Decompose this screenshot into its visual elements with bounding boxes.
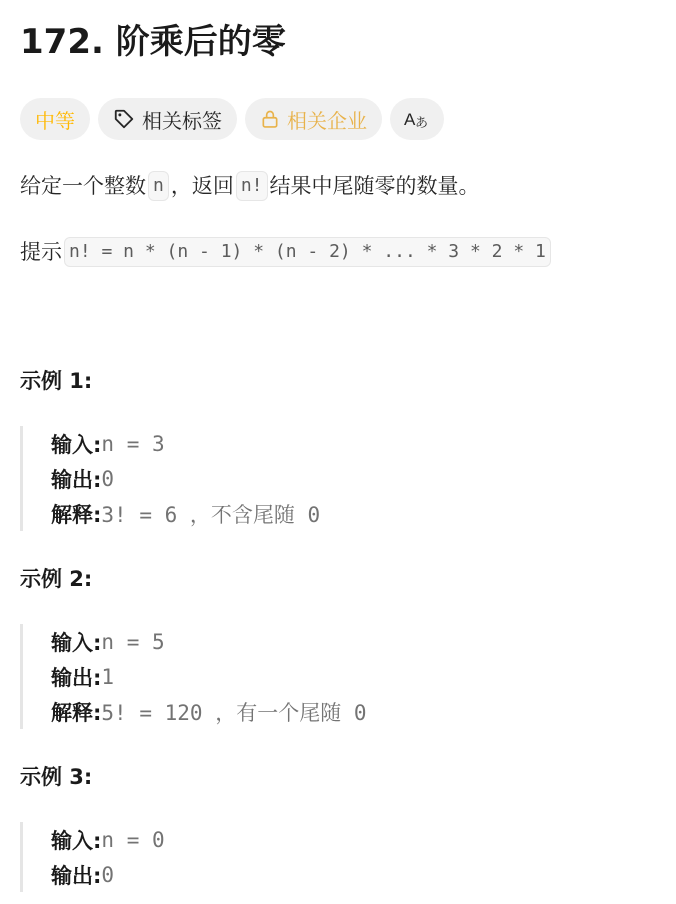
output-label: 输出: bbox=[51, 863, 102, 888]
input-label: 输入: bbox=[51, 630, 102, 655]
related-topics-button[interactable] bbox=[98, 98, 237, 140]
description-suffix: 结果中尾随零的数量。 bbox=[269, 174, 480, 198]
input-label: 输入: bbox=[51, 432, 102, 457]
explanation-label: 解释: bbox=[51, 700, 102, 725]
inline-code-factorial: n! bbox=[236, 171, 268, 201]
hint-label: 提示 bbox=[20, 240, 62, 264]
example-2-input bbox=[51, 624, 366, 659]
explanation-label: 解释: bbox=[51, 502, 102, 527]
translate-button[interactable] bbox=[390, 98, 444, 140]
hint-formula: n! = n * (n - 1) * (n - 2) * ... * 3 * 2 * 1 bbox=[64, 237, 551, 267]
related-companies-button[interactable] bbox=[245, 98, 382, 140]
output-value: 1 bbox=[101, 664, 115, 689]
description-prefix: 给定一个整数 bbox=[20, 174, 146, 198]
example-1-output bbox=[51, 461, 320, 496]
example-1-block bbox=[20, 426, 320, 531]
related-topics-label: 相关标签 bbox=[142, 108, 222, 133]
tag-icon bbox=[113, 108, 135, 130]
output-label: 输出: bbox=[51, 467, 102, 492]
example-1-input bbox=[51, 426, 320, 461]
translate-glyph-a: A bbox=[404, 110, 416, 129]
output-label: 输出: bbox=[51, 665, 102, 690]
example-1-explanation bbox=[51, 496, 320, 531]
lock-icon bbox=[260, 109, 280, 129]
description-mid: ，返回 bbox=[170, 174, 234, 198]
input-value: n = 3 bbox=[101, 431, 165, 456]
example-3-block bbox=[20, 822, 165, 892]
explanation-value: 3! = 6 ，不含尾随 0 bbox=[101, 502, 321, 527]
description-text bbox=[20, 170, 480, 202]
translate-glyph-b: あ bbox=[415, 116, 429, 131]
example-1-heading: 示例 1: bbox=[20, 369, 93, 393]
hint-text bbox=[20, 236, 553, 268]
example-3-output bbox=[51, 857, 165, 892]
difficulty-label: 中等 bbox=[35, 108, 75, 133]
example-2-heading: 示例 2: bbox=[20, 567, 93, 591]
translate-icon bbox=[404, 107, 430, 131]
difficulty-tag[interactable] bbox=[20, 98, 90, 140]
example-2-output bbox=[51, 659, 366, 694]
related-companies-label: 相关企业 bbox=[287, 108, 367, 133]
tag-row bbox=[20, 98, 444, 140]
example-3-heading: 示例 3: bbox=[20, 765, 93, 789]
output-value: 0 bbox=[101, 466, 115, 491]
input-value: n = 0 bbox=[101, 827, 165, 852]
example-2-block bbox=[20, 624, 366, 729]
example-3-input bbox=[51, 822, 165, 857]
input-label: 输入: bbox=[51, 828, 102, 853]
output-value: 0 bbox=[101, 862, 115, 887]
explanation-value: 5! = 120 ，有一个尾随 0 bbox=[101, 700, 367, 725]
inline-code-n: n bbox=[148, 171, 169, 201]
example-2-explanation bbox=[51, 694, 366, 729]
input-value: n = 5 bbox=[101, 629, 165, 654]
problem-title: 172. 阶乘后的零 bbox=[20, 22, 286, 62]
